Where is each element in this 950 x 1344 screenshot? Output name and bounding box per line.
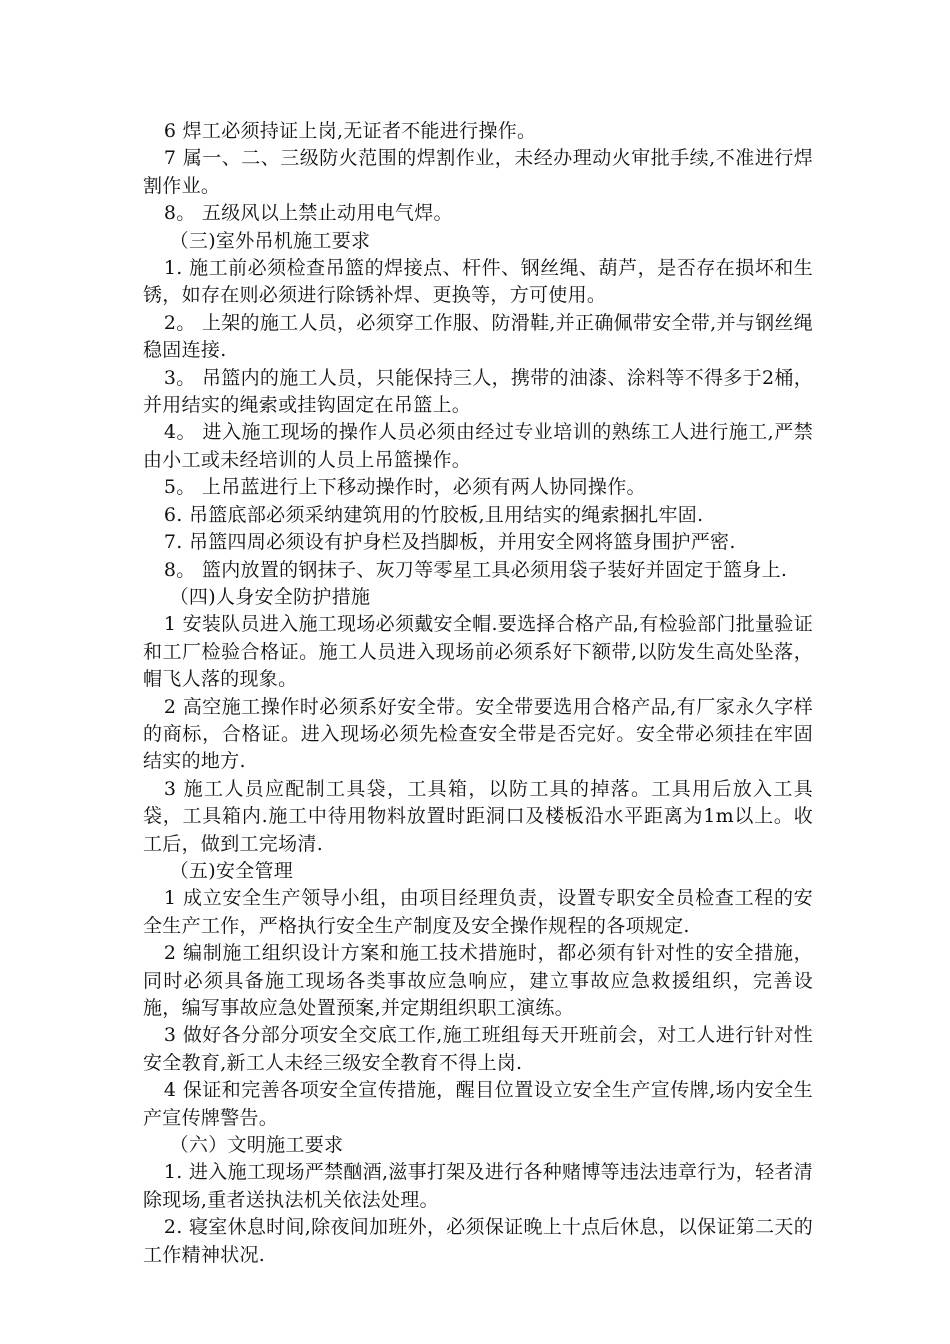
paragraph-crane-6: 6. 吊篮底部必须采纳建筑用的竹胶板,且用结实的绳索捆扎牢固. — [163, 503, 704, 526]
paragraph-management-2: 2 编制施工组织设计方案和施工技术措施时，都必须有针对性的安全措施，同时必须具备施工现场各类事故应急响应，建立事故应急救援组织，完善设施，编写事故应急处置预案,并定期组织职工演练。 — [143, 942, 813, 1019]
section-heading-outdoor-crane: （三)室外吊机施工要求 — [169, 229, 371, 252]
paragraph-civilized-2: 2. 寝室休息时间,除夜间加班外，必须保证晚上十点后休息，以保证第二天的工作精神状况. — [143, 1216, 813, 1266]
section-heading-safety-management: （五)安全管理 — [169, 859, 294, 882]
paragraph-welding-8: 8。 五级风以上禁止动用电气焊。 — [163, 202, 453, 225]
paragraph-crane-3: 3。 吊篮内的施工人员，只能保持三人，携带的油漆、涂料等不得多于2桶，并用结实的绳索或挂钩固定在吊篮上。 — [143, 366, 813, 417]
paragraph-crane-8: 8。 篮内放置的钢抹子、灰刀等零星工具必须用袋子装好并固定于篮身上. — [163, 558, 788, 581]
document-body — [143, 118, 813, 1269]
paragraph-welding-7: 7 属一、二、三级防火范围的焊割作业，未经办理动火审批手续,不准进行焊割作业。 — [143, 147, 813, 197]
section-heading-personal-safety: （四)人身安全防护措施 — [169, 585, 371, 608]
paragraph-management-1: 1 成立安全生产领导小组，由项目经理负责，设置专职安全员检查工程的安全生产工作，严格执行安全生产制度及安全操作规程的各项规定. — [143, 887, 813, 937]
paragraph-management-4: 4 保证和完善各项安全宣传措施，醒目位置设立安全生产宣传牌,场内安全生产宣传牌警告。 — [143, 1079, 813, 1129]
section-heading-civilized-construction: （六）文明施工要求 — [169, 1134, 344, 1157]
paragraph-crane-5: 5。 上吊蓝进行上下移动操作时，必须有两人协同操作。 — [163, 476, 646, 499]
paragraph-management-3: 3 做好各分部分项安全交底工作,施工班组每天开班前会，对工人进行针对性安全教育,新工人未经三级安全教育不得上岗. — [143, 1024, 813, 1074]
paragraph-crane-1: 1. 施工前必须检查吊篮的焊接点、杆件、钢丝绳、葫芦，是否存在损坏和生锈，如存在则必须进行除锈补焊、更换等，方可使用。 — [143, 257, 813, 307]
paragraph-safety-1: 1 安装队员进入施工现场必须戴安全帽.要选择合格产品,有检验部门批量验证和工厂检验合格证。施工人员进入现场前必须系好下额带,以防发生高处坠落，帽飞人落的现象。 — [143, 613, 813, 691]
paragraph-safety-3: 3 施工人员应配制工具袋，工具箱，以防工具的掉落。工具用后放入工具袋，工具箱内.施工中待用物料放置时距洞口及楼板沿水平距离为1m以上。收工后，做到工完场清. — [143, 777, 813, 855]
paragraph-safety-2: 2 高空施工操作时必须系好安全带。安全带要选用合格产品,有厂家永久字样的商标，合格证。进入现场必须先检查安全带是否完好。安全带必须挂在牢固结实的地方. — [143, 695, 813, 773]
paragraph-crane-7: 7. 吊篮四周必须设有护身栏及挡脚板，并用安全网将篮身围护严密. — [163, 531, 736, 554]
paragraph-crane-2: 2。 上架的施工人员，必须穿工作服、防滑鞋,并正确佩带安全带,并与钢丝绳稳固连接. — [143, 311, 813, 362]
paragraph-crane-4: 4。 进入施工现场的操作人员必须由经过专业培训的熟练工人进行施工,严禁由小工或未经培训的人员上吊篮操作。 — [143, 421, 813, 471]
paragraph-civilized-1: 1. 进入施工现场严禁酗酒,滋事打架及进行各种赌博等违法违章行为，轻者清除现场,重者送执法机关依法处理。 — [143, 1161, 813, 1211]
paragraph-welding-6: 6 焊工必须持证上岗,无证者不能进行操作。 — [163, 120, 537, 142]
